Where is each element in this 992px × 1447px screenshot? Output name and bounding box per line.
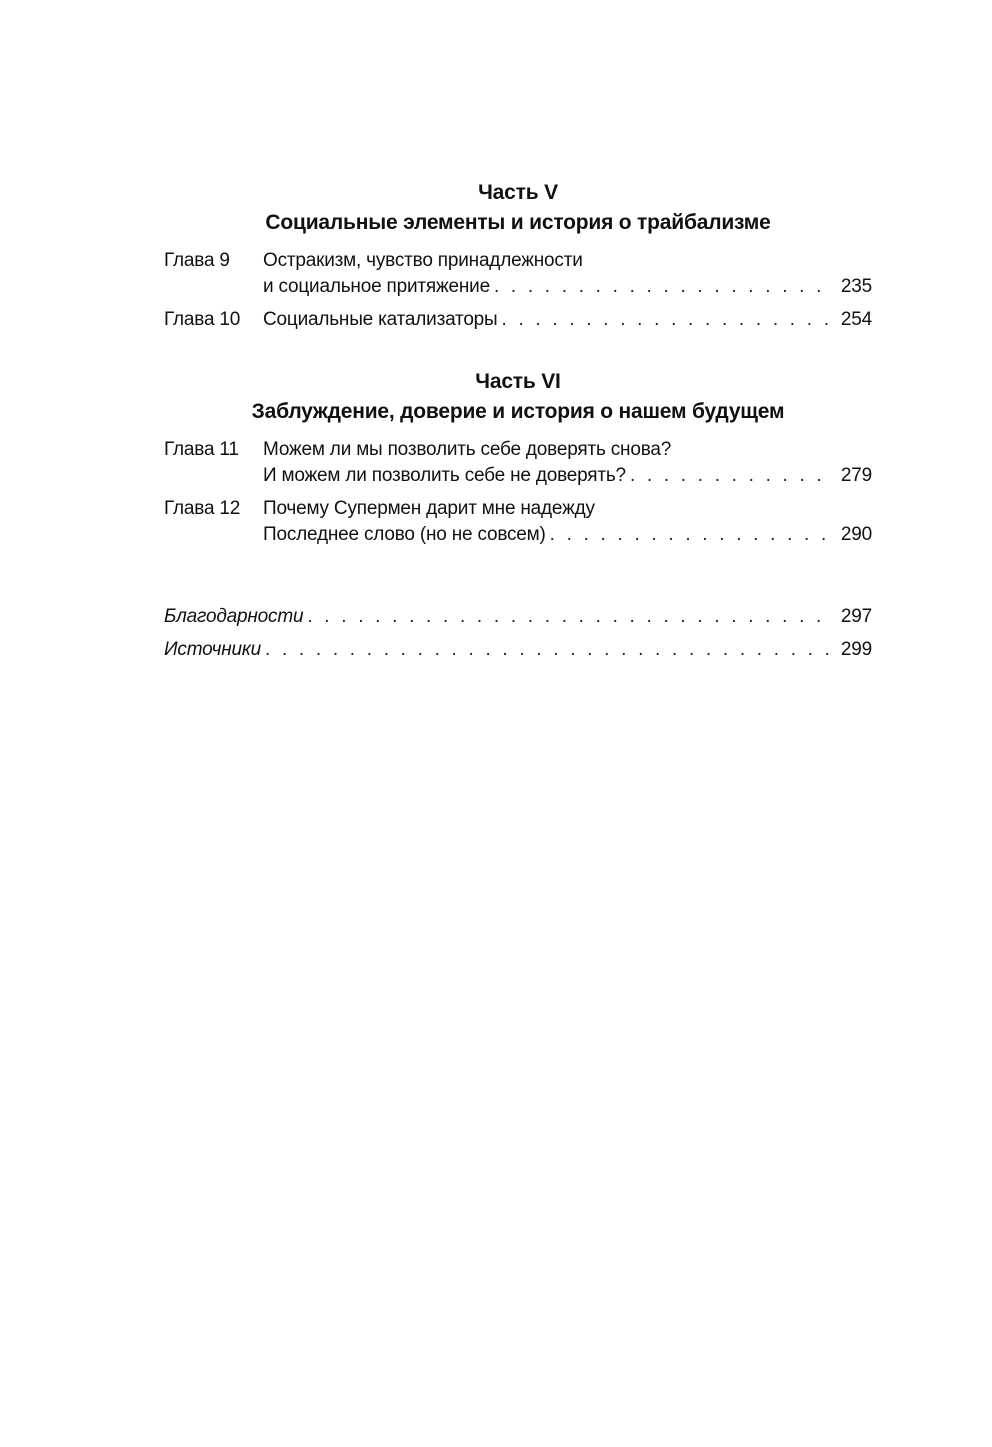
dot-leader	[550, 522, 834, 548]
page-number: 279	[840, 465, 872, 486]
chapter-title-last-line	[263, 463, 872, 489]
chapter-label: Глава 9	[164, 250, 230, 271]
page-number: 299	[840, 639, 872, 660]
dot-leader	[494, 274, 834, 300]
chapter-title-text: И можем ли позволить себе не доверять?	[263, 465, 626, 486]
chapter-label: Глава 10	[164, 309, 241, 330]
backmatter-title: Благодарности	[164, 606, 304, 627]
dot-leader	[307, 604, 834, 630]
page-number: 297	[840, 606, 872, 627]
part-title: Социальные элементы и история о трайбализме	[265, 211, 771, 234]
backmatter-title: Источники	[164, 639, 262, 660]
part-title: Заблуждение, доверие и история о нашем будущем	[251, 400, 785, 423]
chapter-title-text: и социальное притяжение	[263, 276, 490, 297]
toc-entry-chapter-10[interactable]	[164, 307, 872, 333]
chapter-title	[263, 307, 872, 333]
chapter-title-line	[263, 496, 872, 522]
chapter-title	[263, 248, 872, 300]
part-section-5	[164, 178, 872, 333]
part-section-6	[164, 367, 872, 548]
part-number: Часть V	[478, 181, 558, 204]
chapter-list	[164, 248, 872, 333]
chapter-title-text: Почему Супермен дарит мне надежду	[263, 498, 595, 519]
chapter-list	[164, 437, 872, 548]
chapter-title-last-line	[263, 274, 872, 300]
dot-leader	[502, 307, 834, 333]
backmatter-list	[164, 604, 872, 663]
part-heading	[164, 178, 872, 238]
page-number: 235	[840, 276, 872, 297]
toc-entry-chapter-12[interactable]	[164, 496, 872, 548]
chapter-title-text: Последнее слово (но не совсем)	[263, 524, 546, 545]
toc-entry-sources[interactable]	[164, 637, 872, 663]
page-number: 290	[840, 524, 872, 545]
page-number: 254	[840, 309, 872, 330]
chapter-title	[263, 437, 872, 489]
toc-entry-acknowledgements[interactable]	[164, 604, 872, 630]
chapter-title-line	[263, 437, 872, 463]
table-of-contents	[164, 178, 872, 670]
chapter-title-line	[263, 248, 872, 274]
dot-leader	[630, 463, 834, 489]
chapter-title-last-line	[263, 307, 872, 333]
chapter-label: Глава 11	[164, 439, 239, 460]
chapter-title-text: Можем ли мы позволить себе доверять снова?	[263, 439, 672, 460]
chapter-title	[263, 496, 872, 548]
chapter-label: Глава 12	[164, 498, 241, 519]
chapter-title-text: Социальные катализаторы	[263, 309, 498, 330]
toc-entry-chapter-9[interactable]	[164, 248, 872, 300]
chapter-title-last-line	[263, 522, 872, 548]
dot-leader	[265, 637, 834, 663]
part-number: Часть VI	[475, 370, 561, 393]
chapter-title-text: Остракизм, чувство принадлежности	[263, 250, 583, 271]
part-heading	[164, 367, 872, 427]
toc-entry-chapter-11[interactable]	[164, 437, 872, 489]
